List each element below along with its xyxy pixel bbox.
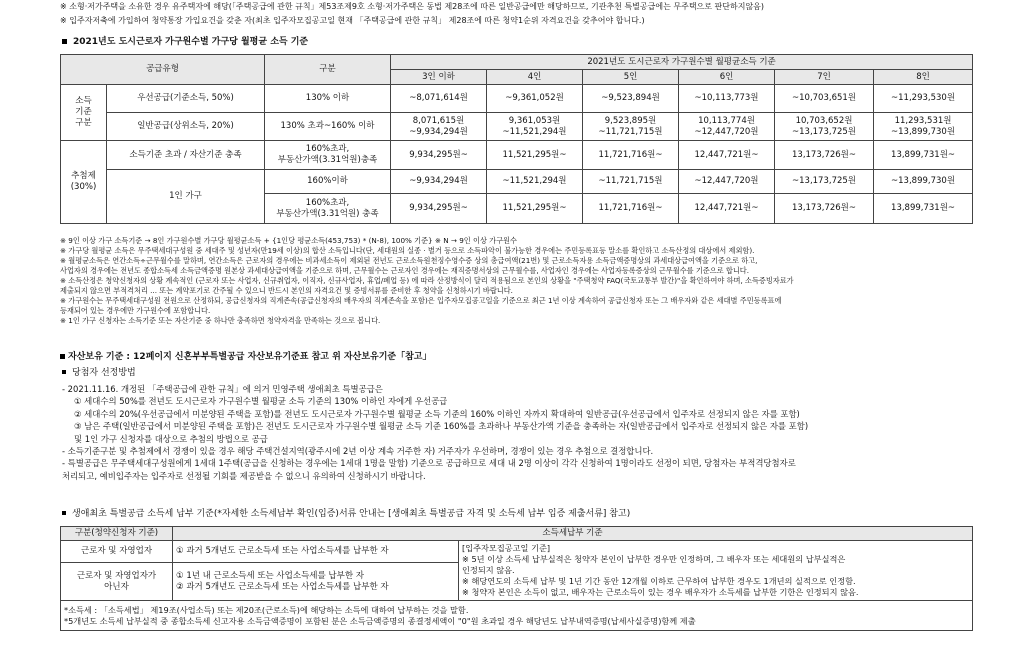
table-cell: ~11,721,715원	[583, 170, 679, 194]
row-type: 일반공급(상위소득, 20%)	[107, 113, 265, 141]
header-income-group: 2021년도 도시근로자 가구원수별 월평균소득 기준	[391, 55, 973, 70]
note-line: 등재되어 있는 경우에만 가구원수에 포함합니다.	[60, 306, 211, 315]
winner-line: ③ 남은 주택(일반공급에서 미분양된 주택을 포함)은 전년도 도시근로자 가구원수별 월평균 소득 기준 160%를 초과하나 부동산가액 기준을 충족하는 자(일반공급에서 입주자로 선정되지 않은 자를 포함)	[74, 421, 809, 432]
winner-line: - 소득기준구분 및 추첨제에서 경쟁이 있을 경우 해당 주택건설지역(광주시에 2년 이상 계속 거주한 자) 거주자가 우선하며, 경쟁이 있는 경우 추첨으로 결정합니다.	[62, 446, 654, 457]
winner-line: 및 1인 가구 신청자를 대상으로 추첨의 방법으로 공급	[74, 433, 268, 444]
table-cell: 12,447,721원~	[679, 141, 775, 170]
winner-line: 처리되고, 예비입주자는 입주자로 선정될 기회를 제공받을 수 없으니 유의하여 신청하시기 바랍니다.	[62, 470, 426, 481]
row-division: 160%초과, 부동산가액(3.31억원) 충족	[265, 194, 391, 224]
note-line: ※ 가구원수는 무주택세대구성원 전원으로 산정하되, 공급신청자의 직계존속(공급신청자의 배우자의 직계존속을 포함)은 입주자모집공고일을 기준으로 최근 1년 이상 계속하여 공급신청자 또는 그 배우자와 같은 세대별 주민등록표에	[60, 296, 782, 305]
row-type: 우선공급(기준소득, 50%)	[107, 85, 265, 113]
table-cell: 8,071,615원 ~9,934,294원	[391, 113, 487, 141]
note-line: ※ 소득산정은 청약신청자의 상황 계속적인 (근로자 또는 사업자, 신규취업자, 이직자, 신규사업자, 휴업/폐업 등) 에 따라 산정방식이 달리 적용됨으로 본인의 상황을 "주택청약 FAQ(국토교통부 발간)"을 확인하여야 하며, 소득증빙자료가	[60, 276, 794, 285]
asset-criteria-line: 자산보유 기준 : 12페이지 신혼부부특별공급 자산보유기준표 참고 위 자산보유기준「참고」	[60, 351, 431, 363]
col-header: 3인 이하	[391, 70, 487, 85]
table-cell: ~8,071,614원	[391, 85, 487, 113]
square-bullet-icon	[60, 354, 65, 359]
row-division: 160%이하	[265, 170, 391, 194]
note-line: ※ 1인 가구 신청자는 소득기준 또는 자산기준 중 하나만 충족하면 청약자격을 만족하는 것으로 봅니다.	[60, 316, 381, 325]
table-cell: 13,899,731원~	[874, 194, 973, 224]
tax-row-text: ① 과거 5개년도 근로소득세 또는 사업소득세를 납부한 자	[173, 541, 459, 563]
table-cell: 12,447,721원~	[679, 194, 775, 224]
note-line: 사업자의 경우에는 전년도 종합소득세 소득금액증명 원본상 과세대상급여액을 기준으로 하며, 근무월수는 근로자인 경우에는 재직증명서상의 근무월수를, 사업자인 경우에는 사업자등록증상의 근무월수를 기준으로 합니다.	[60, 266, 750, 275]
group-income-criteria: 소득 기준 구분	[61, 85, 107, 141]
square-bullet-icon	[62, 370, 66, 374]
table-cell: 10,113,774원 ~12,447,720원	[679, 113, 775, 141]
winner-title: 당첨자 선정방법	[60, 367, 136, 379]
winner-line: - 특별공급은 무주택세대구성원에게 1세대 1주택(공급을 신청하는 경우에는 1세대 1명을 말함) 기준으로 공급하므로 세대 내 2명 이상이 각각 신청하여 1명이라도 선정이 되면, 당첨자는 부적격당첨자로	[62, 458, 796, 469]
tax-row-text: ① 1년 내 근로소득세 또는 사업소득세를 납부한 자 ② 과거 5개년도 근로소득세 또는 사업소득세를 납부한 자	[173, 563, 459, 601]
header-division: 구분	[265, 55, 391, 85]
winner-line: ② 세대수의 20%(우선공급에서 미분양된 주택을 포함)를 전년도 도시근로자 가구원수별 월평균 소득 기준의 160% 이하인 자까지 확대하여 일반공급(우선공급에서 입주자로 선정되지 않은 자를 포함)	[74, 408, 800, 419]
row-type: 1인 가구	[107, 170, 265, 224]
note-line: ※ 입주자저축에 가입하여 청약통장 가입요건을 갖춘 자(최초 입주자모집공고일 현재 「주택공급에 관한 규칙」 제28조에 따른 청약1순위 자격요건을 갖추어야 합니다.)	[60, 16, 645, 25]
note-line: ※ 소형·저가주택을 소유한 경우 유주택자에 해당(「주택공급에 관한 규칙」제53조제9호 소형·저가주택은 동법 제28조에 따른 일반공급에만 해당하므로, 기관추천 특별공급에는 무주택으로 판단하지않음)	[60, 2, 765, 11]
square-bullet-icon	[62, 511, 66, 515]
table-cell: 11,521,295원~	[487, 194, 583, 224]
income-table	[60, 54, 973, 224]
table-cell: 9,934,295원~	[391, 141, 487, 170]
row-division: 160%초과, 부동산가액(3.31억원)충족	[265, 141, 391, 170]
table-cell: 13,173,726원~	[775, 194, 874, 224]
tax-table	[60, 526, 973, 631]
table-cell: ~12,447,720원	[679, 170, 775, 194]
table-cell: 13,899,731원~	[874, 141, 973, 170]
table-cell: 9,523,895원 ~11,721,715원	[583, 113, 679, 141]
table-cell: ~9,523,894원	[583, 85, 679, 113]
table-cell: 11,721,716원~	[583, 194, 679, 224]
row-division: 130% 초과~160% 이하	[265, 113, 391, 141]
col-header: 8인	[874, 70, 973, 85]
note-line: ※ 가구당 월평균 소득은 무주택세대구성원 중 세대주 및 성년자(만19세 이상)의 합산 소득입니다(단, 세대원의 실종 · 별거 등으로 소득파악이 불가능한 경우에는 주민등록표등 말소를 확인하고 소득산정의 대상에서 제외함).	[60, 246, 755, 255]
table-cell: ~9,361,052원	[487, 85, 583, 113]
table-cell: ~11,293,530원	[874, 85, 973, 113]
table-cell: 13,173,726원~	[775, 141, 874, 170]
section-title-income: 2021년도 도시근로자 가구원수별 가구당 월평균 소득 기준	[60, 36, 308, 48]
row-type: 소득기준 초과 / 자산기준 충족	[107, 141, 265, 170]
table-cell: ~9,934,294원	[391, 170, 487, 194]
tax-header-division: 구분(청약신청자 기준)	[61, 527, 173, 541]
tax-row-label: 근로자 및 자영업자가 아닌자	[61, 563, 173, 601]
table-cell: ~13,173,725원	[775, 170, 874, 194]
header-supply-type: 공급유형	[61, 55, 265, 85]
notes-block	[60, 236, 970, 326]
table-cell: 9,934,295원~	[391, 194, 487, 224]
note-line: 제출되지 않으면 부적격처리 ... 또는 계약포기로 간주될 수 있으니 반드시 본인의 자격요건 및 증빙서류를 준비한 후 청약을 신청하시기 바랍니다.	[60, 286, 513, 295]
table-cell: ~11,521,294원	[487, 170, 583, 194]
col-header: 4인	[487, 70, 583, 85]
col-header: 7인	[775, 70, 874, 85]
table-cell: ~13,899,730원	[874, 170, 973, 194]
winner-line: - 2021.11.16. 개정된 「주택공급에 관한 규칙」에 의거 민영주택 생애최초 특별공급은	[62, 384, 383, 394]
table-cell: ~10,113,773원	[679, 85, 775, 113]
row-division: 130% 이하	[265, 85, 391, 113]
tax-row-label: 근로자 및 자영업자	[61, 541, 173, 563]
table-cell: 11,721,716원~	[583, 141, 679, 170]
square-bullet-icon	[62, 39, 67, 44]
tax-right-notes: [입주자모집공고일 기준] ※ 5년 이상 소득세 납부실적은 청약자 본인이 납부한 경우만 인정하며, 그 배우자 또는 세대원의 납부실적은 인정되지 않음. ※ 해당연도의 소득세 납부 및 1년 기간 동안 12개월 이하로 근무하여 납부한 경우도 1개년의 실적으로 인정함. ※ 청약자 본인은 소득이 없고, 배우자는 근로소득이 있는 경우 배우자가 소득세를 납부한 기한은 인정되지 않음.	[459, 541, 973, 601]
winner-block	[62, 383, 972, 482]
col-header: 6인	[679, 70, 775, 85]
table-cell: 11,521,295원~	[487, 141, 583, 170]
note-line: ※ 월평균소득은 연간소득÷근무월수를 말하며, 연간소득은 근로자의 경우에는 비과세소득이 제외된 전년도 근로소득원천징수영수증 상의 총급여액(21번) 및 근로소득자용 소득금액증명상의 과세대상급여액을 기준으로 하고,	[60, 256, 758, 265]
table-cell: 9,361,053원 ~11,521,294원	[487, 113, 583, 141]
table-cell: 10,703,652원 ~13,173,725원	[775, 113, 874, 141]
col-header: 5인	[583, 70, 679, 85]
winner-line: ① 세대수의 50%를 전년도 도시근로자 가구원수별 월평균 소득 기준의 130% 이하인 자에게 우선공급	[74, 396, 448, 407]
tax-footnote: *소득세 : 「소득세법」 제19조(사업소득) 또는 제20조(근로소득)에 해당하는 소득에 대하여 납부하는 것을 말함. *5개년도 소득세 납부실적 중 종합소득세 신고자용 소득금액증명이 포함된 분은 소득금액증명의 종결정세액이 "0"원 초과일 경우 해당년도 납부내역증명(납세사실증명)함께 제출	[61, 601, 973, 631]
tax-header-criteria: 소득세납부 기준	[173, 527, 973, 541]
group-lottery: 추첨제 (30%)	[61, 141, 107, 224]
tax-title: 생애최초 특별공급 소득세 납부 기준(*자세한 소득세납부 확인(입증)서류 안내는 [생애최초 특별공급 자격 및 소득세 납부 입증 제출서류] 참고)	[60, 508, 630, 520]
table-cell: ~10,703,651원	[775, 85, 874, 113]
note-line: ※ 9인 이상 가구 소득기준 → 8인 가구원수별 가구당 월평균소득 + {1인당 평균소득(453,753) * (N-8), 100% 기준} ※ N → 9인 이상 가구원수	[60, 236, 517, 245]
table-cell: 11,293,531원 ~13,899,730원	[874, 113, 973, 141]
